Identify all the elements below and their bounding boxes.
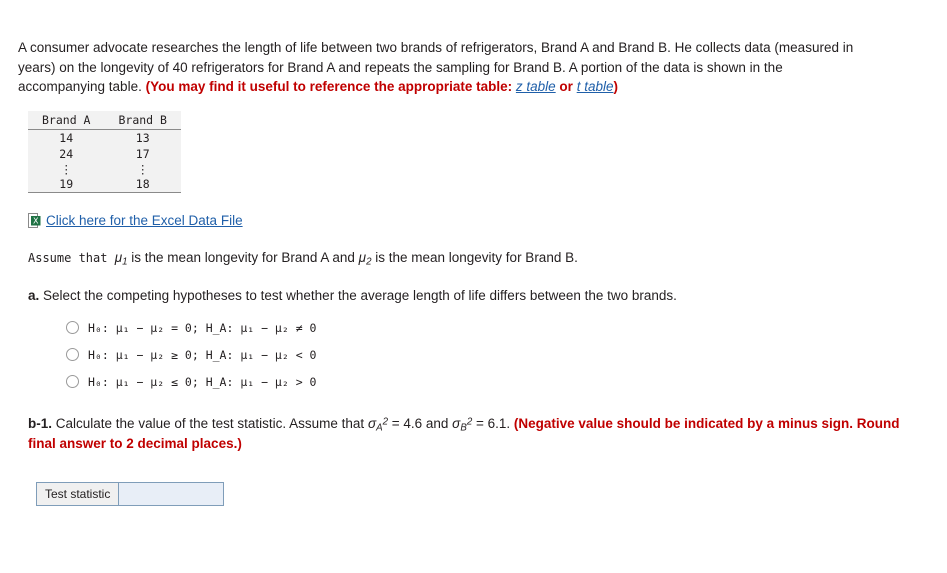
- t-table-link[interactable]: t table: [576, 79, 614, 95]
- assume-text-1: Assume that: [28, 251, 115, 266]
- test-statistic-label: Test statistic: [37, 483, 119, 505]
- part-a-text: Select the competing hypotheses to test whether the average length of life differs between the two brands.: [39, 287, 677, 303]
- part-b-emphasis: (Negative value should be indicated by a minus sign. Round final answer to 2 decimal places.): [28, 415, 900, 451]
- svg-text:X: X: [32, 216, 39, 226]
- cell-a-last: 19: [28, 176, 104, 193]
- excel-file-icon: [28, 213, 41, 228]
- hypothesis-option-3[interactable]: [66, 375, 929, 389]
- part-a-label: a.: [28, 287, 40, 303]
- intro-emphasis-start: (You may find it useful to reference the appropriate table:: [145, 79, 516, 95]
- z-table-link[interactable]: z table: [515, 79, 556, 95]
- part-b-text-3: = 6.1.: [472, 415, 514, 431]
- table-row: [28, 129, 181, 146]
- intro-emphasis-end: ): [613, 79, 618, 95]
- table-row: [28, 146, 181, 162]
- cell-b-1: 13: [104, 129, 180, 146]
- hypothesis-option-2[interactable]: [66, 348, 929, 362]
- hypothesis-options: [66, 321, 929, 389]
- cell-b-ellipsis: ⋮: [104, 162, 180, 177]
- part-a-prompt: [28, 288, 929, 303]
- sample-data-table: [28, 111, 181, 194]
- part-b-text-1: Calculate the value of the test statistic. Assume that: [52, 415, 368, 431]
- cell-b-last: 18: [104, 176, 180, 193]
- part-b-text-2: = 4.6 and: [387, 415, 453, 431]
- assume-statement: [28, 250, 929, 267]
- cell-b-2: 17: [104, 146, 180, 162]
- question-intro: [18, 38, 868, 97]
- cell-a-2: 24: [28, 146, 104, 162]
- column-header-brand-b: Brand B: [104, 111, 180, 130]
- table-header-row: [28, 111, 181, 130]
- intro-or: or: [555, 79, 577, 95]
- cell-a-1: 14: [28, 129, 104, 146]
- mu-1: $\mu_1$: [114, 250, 128, 268]
- cell-a-ellipsis: ⋮: [28, 162, 104, 177]
- test-statistic-answer-box: [36, 482, 224, 506]
- sigma-b-squared: $\sigma_B^2$: [452, 415, 473, 434]
- radio-button-3[interactable]: [66, 375, 79, 388]
- intro-text: A consumer advocate researches the length of life between two brands of refrigerators, Brand A and Brand B. He collects data (measured in years) on the longevity of 40 refrigerators for Brand A and repeats the sampling for Brand B. A portion of the data is shown in the accompanying table.: [18, 40, 854, 95]
- excel-data-file-row[interactable]: [28, 213, 929, 228]
- hypothesis-option-1[interactable]: [66, 321, 929, 335]
- column-header-brand-a: Brand A: [28, 111, 104, 130]
- radio-button-1[interactable]: [66, 321, 79, 334]
- table-row-ellipsis: [28, 162, 181, 177]
- part-b-label: b-1.: [28, 415, 53, 431]
- hypothesis-option-2-label: H₀: μ₁ − μ₂ ≥ 0; H_A: μ₁ − μ₂ < 0: [88, 347, 317, 362]
- hypothesis-option-1-label: H₀: μ₁ − μ₂ = 0; H_A: μ₁ − μ₂ ≠ 0: [88, 320, 317, 335]
- part-b-prompt: [28, 415, 908, 454]
- test-statistic-input[interactable]: [119, 483, 223, 505]
- mu-2: $\mu_2$: [358, 250, 372, 268]
- assume-text-2: is the mean longevity for Brand A and: [127, 250, 359, 266]
- assume-text-3: is the mean longevity for Brand B.: [371, 250, 578, 266]
- excel-data-file-link[interactable]: Click here for the Excel Data File: [46, 213, 243, 229]
- hypothesis-option-3-label: H₀: μ₁ − μ₂ ≤ 0; H_A: μ₁ − μ₂ > 0: [88, 374, 317, 389]
- sigma-a-squared: $\sigma_A^2$: [367, 415, 388, 434]
- radio-button-2[interactable]: [66, 348, 79, 361]
- table-row: [28, 176, 181, 193]
